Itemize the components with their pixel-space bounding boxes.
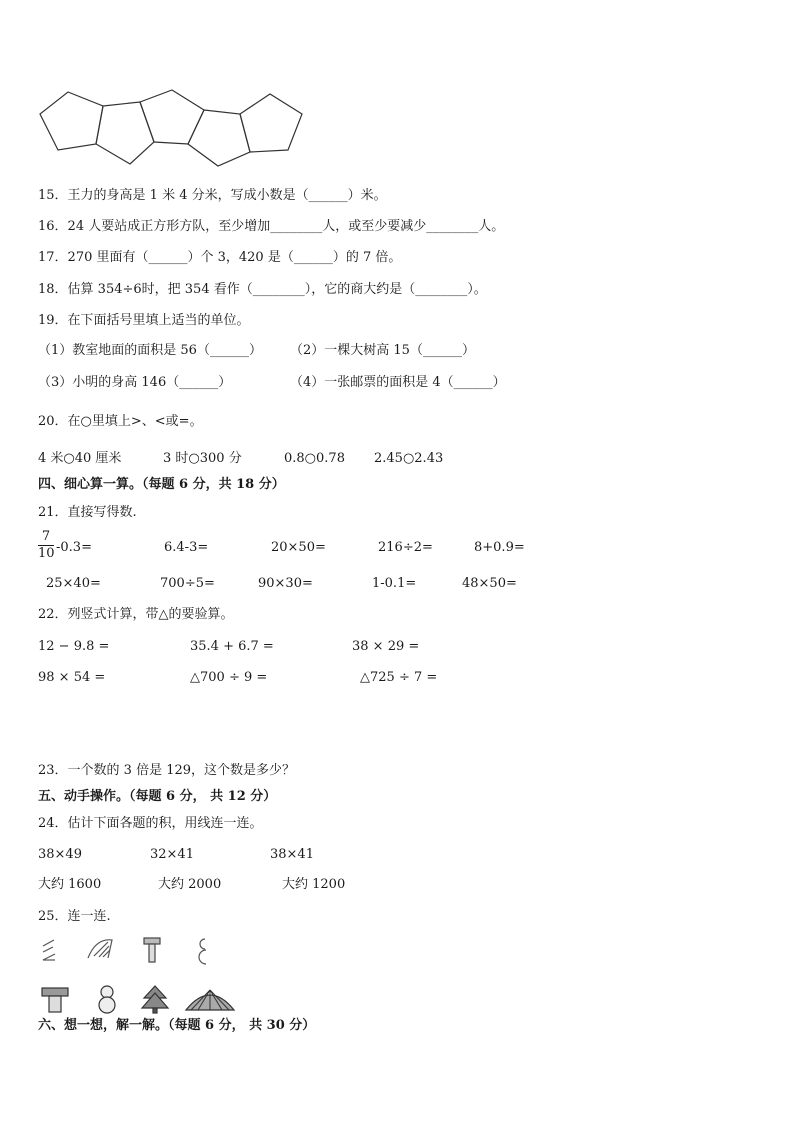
q24-estimate-2: 大约 2000 (158, 877, 222, 892)
section-5-heading: 五、动手操作。（每题 6 分， 共 12 分） (38, 789, 277, 804)
q22-row1-item-3: 38 × 29 = (352, 639, 420, 654)
section-6-heading: 六、想一想，解一解。（每题 6 分， 共 30 分） (38, 1018, 316, 1033)
question-25-stem: 25．连一连. (38, 909, 111, 924)
q21-row2-item-1: 25×40= (46, 576, 101, 591)
q21-row1-item-4: 216÷2= (378, 540, 433, 555)
umbrella-side-icon (86, 936, 114, 960)
question-20-item-1: 4 米○40 厘米 (38, 451, 122, 466)
question-16: 16．24 人要站成正方形方队，至少增加________人，或至少要减少________人。 (38, 219, 505, 234)
mushroom-house-icon (40, 984, 70, 1014)
q22-row1-item-2: 35.4 + 6.7 = (190, 639, 274, 654)
question-17: 17．270 里面有（______）个 3，420 是（______）的 7 倍。 (38, 250, 402, 265)
q21-row1-item-3: 20×50= (271, 540, 326, 555)
question-23: 23．一个数的 3 倍是 129，这个数是多少？ (38, 763, 296, 778)
section-4-heading: 四、细心算一算。（每题 6 分，共 18 分） (38, 477, 285, 492)
question-20-stem: 20．在○里填上>、<或=。 (38, 414, 203, 429)
q22-row2-item-3: △725 ÷ 7 = (360, 670, 438, 685)
q21-row1-item-2: 6.4-3= (164, 540, 209, 555)
question-19-item-3: （3）小明的身高 146（______） (38, 375, 232, 390)
q21-row2-item-3: 90×30= (258, 576, 313, 591)
q21-row2-item-5: 48×50= (462, 576, 517, 591)
q24-product-1: 38×49 (38, 847, 82, 862)
umbrella-icon (184, 986, 236, 1014)
mushroom-side-icon (142, 936, 162, 964)
question-15: 15．王力的身高是 1 米 4 分米，写成小数是（______）米。 (38, 188, 387, 203)
q21-row2-item-4: 1-0.1= (372, 576, 417, 591)
broken-lines-icon (40, 938, 60, 964)
snowman-side-icon (194, 936, 210, 966)
q24-estimate-3: 大约 1200 (282, 877, 346, 892)
pentagon-chain-figure (36, 86, 308, 172)
q24-estimate-1: 大约 1600 (38, 877, 102, 892)
q22-row1-item-1: 12 − 9.8 = (38, 639, 110, 654)
q21-row1-item-1: -0.3= (56, 540, 92, 555)
fraction-numerator: 7 (41, 529, 51, 544)
question-22-stem: 22．列竖式计算，带△的要验算。 (38, 607, 234, 622)
question-24-stem: 24．估计下面各题的积，用线连一连。 (38, 816, 263, 831)
question-19-item-2: （2）一棵大树高 15（______） (290, 343, 475, 358)
q21-row1-item-5: 8+0.9= (474, 540, 525, 555)
question-20-item-2: 3 时○300 分 (163, 451, 242, 466)
tree-icon (140, 984, 170, 1014)
question-19-stem: 19．在下面括号里填上适当的单位。 (38, 313, 250, 328)
question-19-item-4: （4）一张邮票的面积是 4（______） (290, 375, 506, 390)
snowman-icon (96, 984, 118, 1014)
question-20-item-4: 2.45○2.43 (374, 451, 444, 466)
question-21-stem: 21．直接写得数. (38, 505, 137, 520)
question-19-item-1: （1）教室地面的面积是 56（______） (38, 343, 262, 358)
q22-row2-item-1: 98 × 54 = (38, 670, 106, 685)
q24-product-2: 32×41 (150, 847, 194, 862)
fraction-7-10 (38, 530, 54, 561)
q22-row2-item-2: △700 ÷ 9 = (190, 670, 268, 685)
question-18: 18．估算 354÷6时，把 354 看作（________），它的商大约是（________）。 (38, 282, 487, 297)
q21-row2-item-2: 700÷5= (160, 576, 215, 591)
q24-product-3: 38×41 (270, 847, 314, 862)
fraction-denominator: 10 (38, 546, 55, 561)
question-20-item-3: 0.8○0.78 (284, 451, 345, 466)
